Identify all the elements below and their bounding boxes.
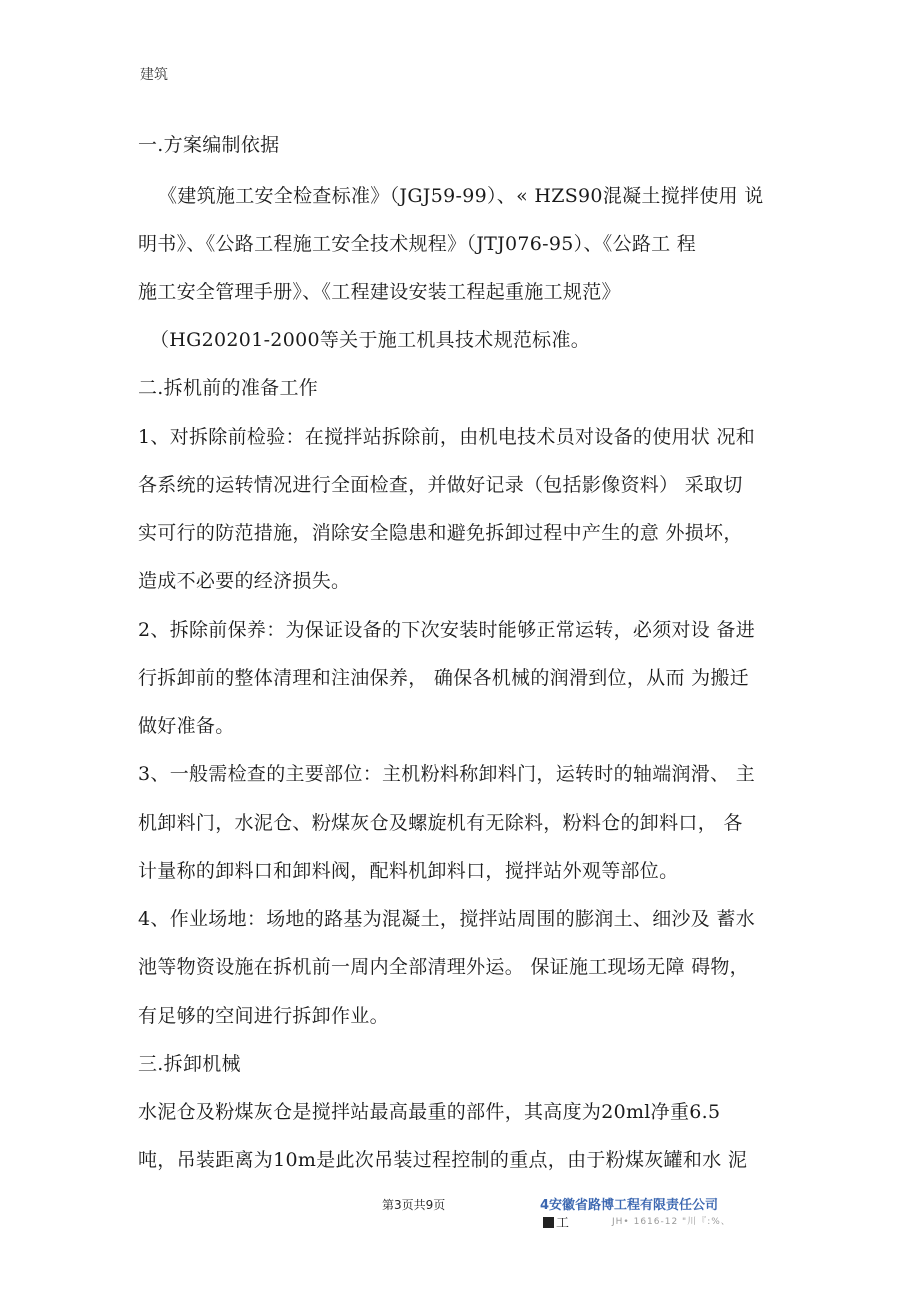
paragraph-line: 机卸料门，水泥仓、粉煤灰仓及螺旋机有无除料，粉料仓的卸料口， 各 (138, 812, 743, 834)
paragraph-line: 4、作业场地：场地的路基为混凝土，搅拌站周围的膨润土、细沙及 蓄水 (138, 908, 756, 930)
section-heading-3: 三.拆卸机械 (138, 1053, 241, 1075)
paragraph-line: 各系统的运转情况进行全面检查，并做好记录（包括影像资料） 采取切 (138, 474, 743, 496)
paragraph-line: 造成不必要的经济损失。 (138, 570, 351, 592)
paragraph-line: （HG20201-2000等关于施工机具技术规范标准。 (150, 329, 591, 351)
paragraph-line: 计量称的卸料口和卸料阀，配料机卸料口，搅拌站外观等部位。 (138, 860, 679, 882)
paragraph-line: 实可行的防范措施，消除安全隐患和避免拆卸过程中产生的意 外损坏， (138, 522, 743, 544)
paragraph-line: 有足够的空间进行拆卸作业。 (138, 1005, 389, 1027)
section-heading-2: 二.拆机前的准备工作 (138, 377, 319, 399)
paragraph-line: 水泥仓及粉煤灰仓是搅拌站最高最重的部件，其高度为20ml净重6.5 (138, 1101, 721, 1123)
black-square-icon (543, 1217, 554, 1228)
paragraph-line: 吨，吊装距离为10m是此次吊装过程控制的重点，由于粉煤灰罐和水 泥 (138, 1149, 748, 1171)
paragraph-line: 池等物资设施在拆机前一周内全部清理外运。 保证施工现场无障 碍物， (138, 956, 749, 978)
paragraph-line: 《建筑施工安全检查标准》（JGJ59-99）、« HZS90混凝土搅拌使用 说 (158, 185, 764, 207)
page-header: 建筑 (140, 67, 168, 83)
paragraph-line: 行拆卸前的整体清理和注油保养， 确保各机械的润滑到位，从而 为搬迁 (138, 667, 749, 689)
paragraph-line: 3、一般需检查的主要部位：主机粉料称卸料门，运转时的轴端润滑、 主 (138, 763, 756, 785)
footer-work-mark (543, 1212, 569, 1231)
company-name: 4安徽省路博工程有限责任公司 (540, 1198, 719, 1213)
paragraph-line: 做好准备。 (138, 715, 235, 737)
footer-stamp-text: JH• 1616-12 "川『:%、 (612, 1217, 731, 1227)
paragraph-line: 明书》、《公路工程施工安全技术规程》（JTJ076-95）、《公路工 程 (138, 233, 697, 255)
paragraph-line: 1、对拆除前检验：在搅拌站拆除前，由机电技术员对设备的使用状 况和 (138, 426, 756, 448)
page-number: 第3页共9页 (382, 1198, 446, 1212)
footer-work-text: 工 (556, 1216, 570, 1231)
paragraph-line: 施工安全管理手册》、《工程建设安装工程起重施工规范》 (138, 281, 621, 303)
section-heading-1: 一.方案编制依据 (138, 134, 280, 156)
paragraph-line: 2、拆除前保养：为保证设备的下次安装时能够正常运转，必须对设 备进 (138, 619, 756, 641)
